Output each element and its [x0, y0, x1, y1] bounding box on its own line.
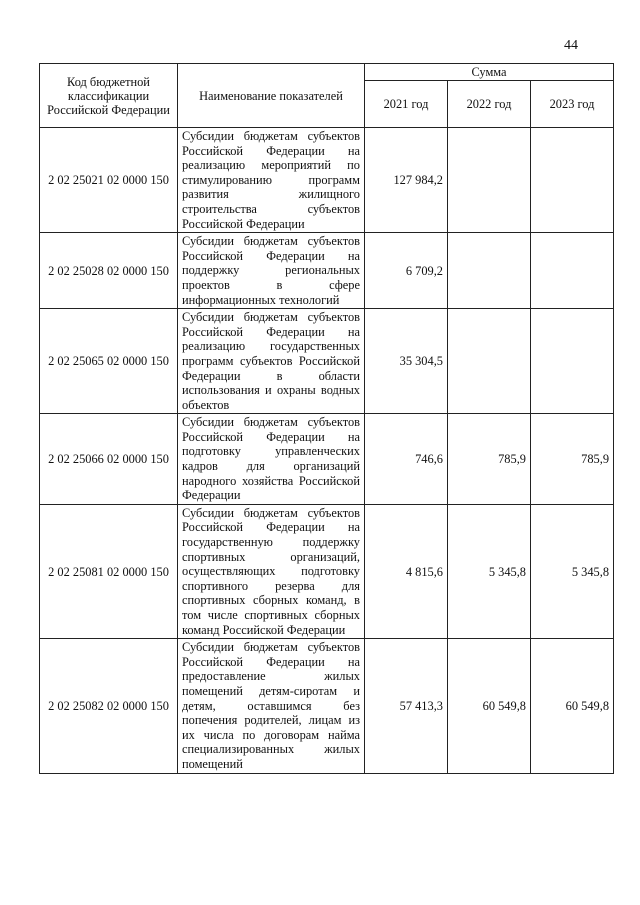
table-row [40, 233, 614, 309]
budget-code-cell: 2 02 25065 02 0000 150 [40, 309, 178, 414]
table-row [40, 504, 614, 638]
header-year-2021: 2021 год [365, 81, 448, 128]
header-row-top [40, 64, 614, 81]
budget-code-cell: 2 02 25082 02 0000 150 [40, 639, 178, 773]
budget-code-cell: 2 02 25021 02 0000 150 [40, 128, 178, 233]
header-year-2023: 2023 год [531, 81, 614, 128]
table-row [40, 639, 614, 773]
sum-2021-cell: 6 709,2 [365, 233, 448, 309]
budget-code-cell: 2 02 25081 02 0000 150 [40, 504, 178, 638]
sum-2021-cell: 746,6 [365, 414, 448, 505]
sum-2023-cell: 5 345,8 [531, 504, 614, 638]
table-row [40, 309, 614, 414]
header-sum: Сумма [365, 64, 614, 81]
sum-2023-cell: 785,9 [531, 414, 614, 505]
header-year-2022: 2022 год [448, 81, 531, 128]
sum-2023-cell [531, 128, 614, 233]
sum-2022-cell [448, 233, 531, 309]
header-name: Наименование показателей [178, 64, 365, 128]
sum-2022-cell [448, 309, 531, 414]
sum-2023-cell: 60 549,8 [531, 639, 614, 773]
sum-2022-cell: 785,9 [448, 414, 531, 505]
sum-2021-cell: 4 815,6 [365, 504, 448, 638]
indicator-name-cell: Субсидии бюджетам субъектов Российской Федерации на предоставление жилых помещений детям-сиротам и детям, оставшимся без попечения родителей, лицам из их числа по договорам найма специализированных жилых помещений [178, 639, 365, 773]
indicator-name-cell: Субсидии бюджетам субъектов Российской Федерации на поддержку региональных проектов в сфере информационных технологий [178, 233, 365, 309]
indicator-name-cell: Субсидии бюджетам субъектов Российской Федерации на государственную поддержку спортивных организаций, осуществляющих подготовку спортивного резерва для спортивных сборных команд, в том числе спортивных сборных команд Российской Федерации [178, 504, 365, 638]
sum-2021-cell: 57 413,3 [365, 639, 448, 773]
sum-2022-cell [448, 128, 531, 233]
budget-code-cell: 2 02 25066 02 0000 150 [40, 414, 178, 505]
header-code: Код бюджетной классификации Российской Федерации [40, 64, 178, 128]
table-row [40, 414, 614, 505]
sum-2023-cell [531, 233, 614, 309]
sum-2021-cell: 35 304,5 [365, 309, 448, 414]
sum-2022-cell: 5 345,8 [448, 504, 531, 638]
page-number: 44 [564, 38, 578, 53]
budget-code-cell: 2 02 25028 02 0000 150 [40, 233, 178, 309]
sum-2021-cell: 127 984,2 [365, 128, 448, 233]
table-row [40, 128, 614, 233]
budget-table [39, 63, 614, 774]
indicator-name-cell: Субсидии бюджетам субъектов Российской Федерации на реализацию государственных программ субъектов Российской Федерации в области использования и охраны водных объектов [178, 309, 365, 414]
sum-2023-cell [531, 309, 614, 414]
indicator-name-cell: Субсидии бюджетам субъектов Российской Федерации на подготовку управленческих кадров для организаций народного хозяйства Российской Федерации [178, 414, 365, 505]
sum-2022-cell: 60 549,8 [448, 639, 531, 773]
indicator-name-cell: Субсидии бюджетам субъектов Российской Федерации на реализацию мероприятий по стимулированию программ развития жилищного строительства субъектов Российской Федерации [178, 128, 365, 233]
